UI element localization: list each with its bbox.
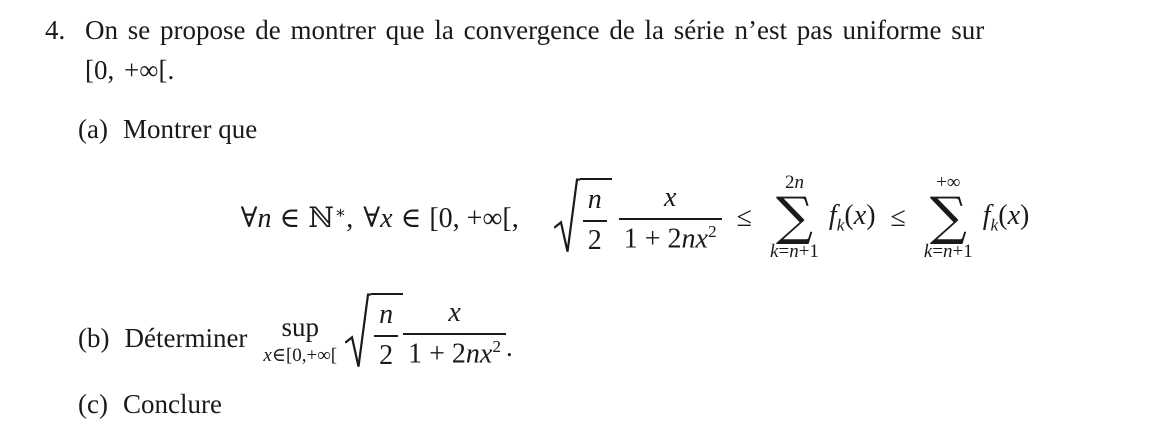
part-b-title: Déterminer bbox=[124, 322, 248, 353]
math-token: , bbox=[346, 203, 354, 234]
sigma-sum-symbol: ∑ bbox=[929, 187, 967, 248]
f-k-of-x-term bbox=[983, 200, 1030, 236]
intro-line-1: On se propose de montrer que la convergence de la série n’est pas uniforme sur bbox=[85, 15, 985, 45]
math-token: 1 + 2 bbox=[623, 223, 682, 255]
math-token: ) bbox=[1020, 200, 1030, 232]
math-token: n bbox=[794, 172, 804, 194]
sum-finite bbox=[770, 173, 819, 263]
quantifier-group bbox=[241, 201, 519, 235]
exponent: 2 bbox=[492, 337, 502, 356]
radical-sign-icon bbox=[345, 293, 371, 372]
sum-infinite bbox=[924, 173, 973, 263]
math-token: +1 bbox=[798, 240, 819, 262]
numerator: n bbox=[379, 299, 394, 331]
sum-lower-limit bbox=[770, 242, 819, 263]
math-token: n bbox=[943, 240, 953, 262]
numerator: n bbox=[587, 184, 602, 216]
numerator: x bbox=[448, 297, 461, 329]
math-token: ) bbox=[866, 200, 876, 232]
part-a-title: Montrer que bbox=[122, 114, 258, 144]
math-token: x bbox=[479, 338, 493, 370]
math-token: n bbox=[257, 203, 272, 234]
denominator bbox=[403, 333, 506, 371]
forall-symbol: ∀ bbox=[363, 203, 381, 234]
math-token: ( bbox=[844, 200, 854, 232]
element-of-symbol: ∈ bbox=[279, 203, 301, 234]
sup-word: sup bbox=[281, 312, 320, 343]
exponent: 2 bbox=[707, 222, 717, 241]
numerator: x bbox=[663, 182, 677, 214]
radical-sign-icon bbox=[554, 178, 580, 257]
leq-symbol: ≤ bbox=[736, 202, 753, 233]
part-c-heading bbox=[78, 389, 1130, 420]
element-of-symbol: ∈ bbox=[400, 203, 422, 234]
radicand bbox=[580, 178, 612, 257]
star-superscript: ∗ bbox=[334, 202, 347, 222]
leq-symbol: ≤ bbox=[890, 202, 906, 233]
part-a-label: (a) bbox=[78, 114, 108, 144]
interval-token: [0,+∞[ bbox=[285, 345, 338, 367]
sup-subscript bbox=[263, 345, 337, 368]
math-token: 2 bbox=[784, 172, 795, 194]
fraction-x-over-1-plus-2nx2 bbox=[403, 295, 506, 371]
sqrt-group bbox=[554, 178, 612, 257]
subscript-k: k bbox=[990, 215, 999, 235]
part-c-title: Conclure bbox=[122, 389, 222, 419]
fraction-n-over-2 bbox=[374, 297, 398, 372]
math-token: = bbox=[932, 240, 944, 262]
radicand bbox=[371, 293, 403, 372]
math-token: k bbox=[923, 240, 933, 262]
display-formula bbox=[85, 161, 1130, 275]
part-a-heading bbox=[78, 114, 1130, 145]
denominator: 2 bbox=[583, 220, 607, 258]
math-token: x bbox=[380, 203, 393, 234]
subscript-k: k bbox=[836, 215, 845, 235]
item-body bbox=[78, 10, 1130, 420]
item-number: 4. bbox=[45, 15, 66, 45]
function-f: f bbox=[828, 200, 837, 232]
fraction-n-over-2 bbox=[583, 182, 607, 257]
math-token: ( bbox=[998, 200, 1008, 232]
math-token: = bbox=[778, 240, 790, 262]
sqrt-group bbox=[345, 293, 403, 372]
sum-upper-limit: +∞ bbox=[936, 172, 961, 194]
fraction-x-over-1-plus-2nx2 bbox=[619, 180, 722, 256]
sum-lower-limit bbox=[924, 242, 973, 263]
denominator: 2 bbox=[374, 335, 398, 373]
element-of-symbol: ∈ bbox=[271, 345, 286, 367]
math-token: 1 + 2 bbox=[408, 338, 466, 370]
math-token: n bbox=[789, 240, 799, 262]
natural-numbers-symbol: ℕ bbox=[308, 201, 334, 234]
math-token: n bbox=[681, 223, 696, 255]
part-b-label: (b) bbox=[78, 322, 110, 353]
math-token: x bbox=[1007, 200, 1021, 232]
math-token: x bbox=[853, 200, 867, 232]
math-token: +1 bbox=[952, 240, 973, 262]
denominator bbox=[619, 218, 722, 256]
math-token: x bbox=[695, 223, 708, 255]
sigma-sum-symbol: ∑ bbox=[775, 187, 814, 248]
math-token: k bbox=[770, 240, 779, 262]
f-k-of-x-term bbox=[829, 200, 876, 236]
interval-token: [0, +∞[ bbox=[429, 203, 512, 234]
sup-operator bbox=[263, 314, 337, 368]
part-b-row bbox=[78, 289, 1130, 377]
intro-line-2: [0, +∞[. bbox=[85, 55, 175, 85]
math-token: , bbox=[511, 203, 519, 234]
function-f: f bbox=[982, 200, 991, 232]
part-c-label: (c) bbox=[78, 389, 108, 419]
math-token: x bbox=[263, 345, 272, 367]
math-token: n bbox=[465, 338, 480, 370]
exercise-item-4 bbox=[45, 10, 1150, 420]
forall-symbol: ∀ bbox=[240, 203, 258, 234]
sentence-period: . bbox=[506, 331, 513, 362]
